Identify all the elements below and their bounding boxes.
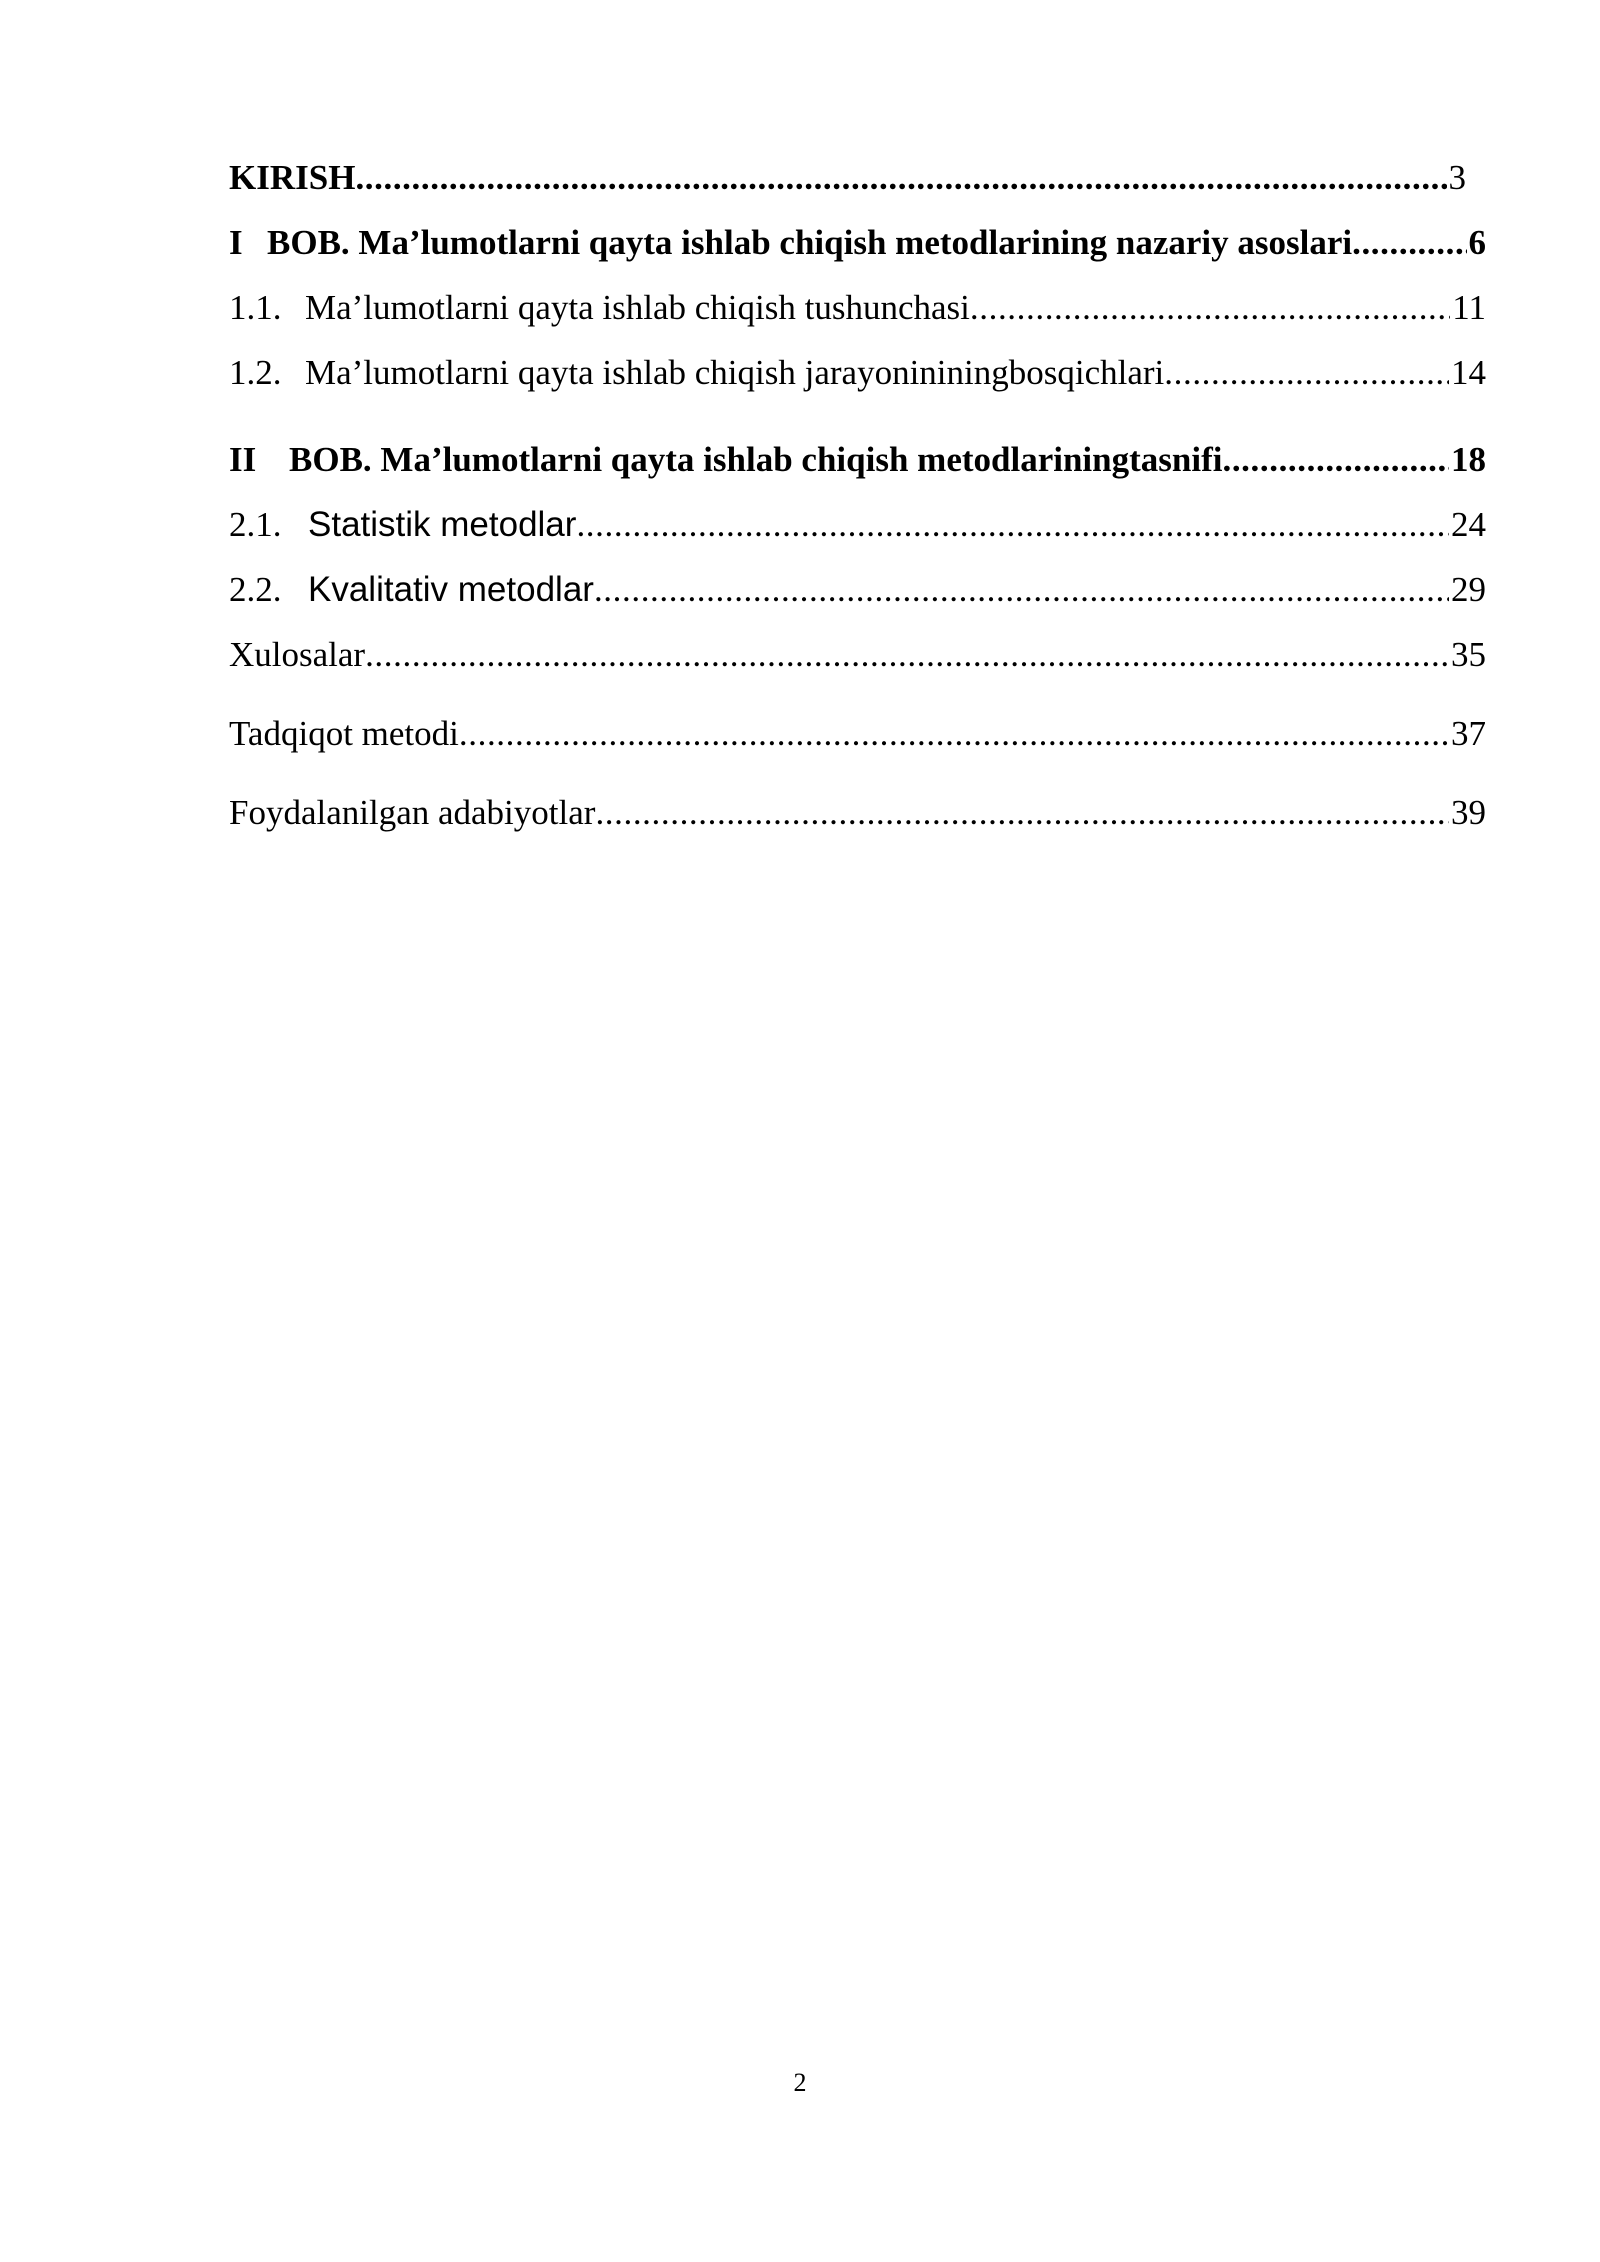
toc-dot-leader xyxy=(1164,340,1449,405)
toc-entry-title: BOB. Ma’lumotlarni qayta ishlab chiqish metodlarining nazariy asoslari xyxy=(267,223,1353,262)
toc-entry-title: Kvalitativ metodlar xyxy=(308,570,594,609)
toc-entry-title: Xulosalar xyxy=(229,635,366,674)
toc-entry-page: 39 xyxy=(1451,793,1486,832)
toc-dot-leader xyxy=(1222,427,1449,492)
toc-entry-title: Ma’lumotlarni qayta ishlab chiqish tushunchasi xyxy=(305,288,970,327)
toc-entry-page: 18 xyxy=(1451,440,1486,479)
toc-entry-number: I xyxy=(229,223,243,262)
toc-dot-leader xyxy=(365,622,1449,687)
toc-entry-section-2-1[interactable] xyxy=(229,492,1486,557)
toc-entry-title: Statistik metodlar xyxy=(308,505,577,544)
toc-entry-number: 2.1. xyxy=(229,505,282,544)
toc-entry-page: 14 xyxy=(1451,353,1486,392)
toc-entry-foydalanilgan-adabiyotlar[interactable] xyxy=(229,780,1486,845)
table-of-contents xyxy=(229,145,1486,845)
toc-entry-section-1-2[interactable] xyxy=(229,340,1486,405)
toc-dot-leader xyxy=(594,557,1449,622)
page-number: 2 xyxy=(793,2068,807,2097)
toc-dot-leader xyxy=(970,275,1450,340)
toc-entry-number: II xyxy=(229,440,257,479)
toc-dot-leader xyxy=(459,701,1449,766)
toc-entry-section-2-2[interactable] xyxy=(229,557,1486,622)
toc-entry-title: Ma’lumotlarni qayta ishlab chiqish jarayonininingbosqichlari xyxy=(305,353,1165,392)
toc-entry-number: 2.2. xyxy=(229,570,282,609)
toc-entry-number: 1.2. xyxy=(229,353,282,392)
toc-dot-leader xyxy=(595,780,1449,845)
toc-entry-page: 11 xyxy=(1452,288,1486,327)
toc-dot-leader xyxy=(1352,210,1466,275)
toc-entry-chapter-1[interactable] xyxy=(229,210,1486,275)
toc-entry-page: 24 xyxy=(1451,505,1486,544)
toc-entry-title: BOB. Ma’lumotlarni qayta ishlab chiqish metodlariningtasnifi xyxy=(289,440,1223,479)
toc-entry-number: 1.1. xyxy=(229,288,282,327)
toc-entry-title: KIRISH xyxy=(229,158,356,197)
toc-entry-title: Tadqiqot metodi xyxy=(229,714,459,753)
toc-dot-leader xyxy=(355,145,1446,210)
toc-entry-tadqiqot-metodi[interactable] xyxy=(229,701,1486,766)
toc-entry-section-1-1[interactable] xyxy=(229,275,1486,340)
toc-entry-kirish[interactable] xyxy=(229,145,1486,210)
toc-entry-xulosalar[interactable] xyxy=(229,622,1486,687)
toc-dot-leader xyxy=(576,492,1449,557)
toc-entry-page: 35 xyxy=(1451,635,1486,674)
toc-entry-page: 6 xyxy=(1468,223,1486,262)
toc-entry-page: 37 xyxy=(1451,714,1486,753)
toc-entry-page: 3 xyxy=(1448,158,1466,197)
toc-entry-chapter-2[interactable] xyxy=(229,427,1486,492)
toc-entry-title: Foydalanilgan adabiyotlar xyxy=(229,793,596,832)
toc-entry-page: 29 xyxy=(1451,570,1486,609)
